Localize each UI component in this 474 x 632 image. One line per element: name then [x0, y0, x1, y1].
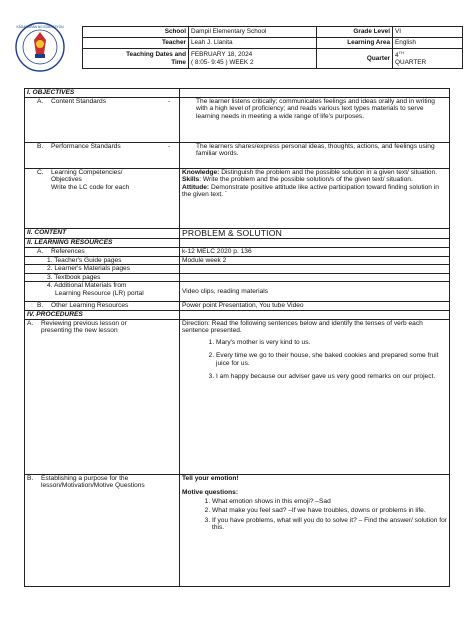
content-value: PROBLEM & SOLUTION: [180, 228, 450, 239]
quarter-value: 4TH QUARTER: [393, 49, 463, 69]
motive-questions-heading: Motive questions:: [182, 489, 239, 497]
learning-resources-heading: II. LEARNING RESOURCES: [25, 239, 180, 248]
references-label: A. References: [25, 248, 180, 257]
learners-materials-label: 2. Learner's Materials pages: [25, 265, 180, 274]
learning-competencies-label: C. Learning Competencies/ Objectives Write the LC code for each: [25, 168, 180, 228]
review-lesson-label: A. Reviewing previous lesson or presenting the new lesson: [25, 319, 180, 474]
teaching-dates-label: Teaching Dates and Time: [83, 49, 189, 69]
teaching-dates-value: FEBRUARY 18, 2024 ( 8:05- 9:45 ) WEEK 2: [189, 49, 317, 69]
additional-materials-value: Video clips, reading materials: [180, 282, 450, 302]
teacher-value: Leah J. Llanita: [189, 38, 317, 49]
list-item: 2. Every time we go to their house, she baked cookies and prepared some fruit juice for us.: [216, 352, 447, 367]
content-standards-text: - The learner listens critically; communicates feelings and ideas orally and in writing with a high level of proficiency; and reads various text types materials to serve learning needs in meeting a wide range of life's purposes.: [180, 97, 450, 142]
references-value: k-12 MELC 2020 p. 136: [180, 248, 450, 257]
motivation-label: B. Establishing a purpose for the lesson/Motivation/Motive Questions: [25, 474, 180, 586]
grade-level-label: Grade Level: [317, 27, 393, 38]
performance-standards-label: B. Performance Standards: [25, 142, 180, 168]
teachers-guide-label: 1. Teacher's Guide pages: [25, 256, 180, 265]
list-item: 3. If you have problems, what will you do to solve it? – Find the answer/ solution for this.: [212, 517, 447, 532]
lesson-plan-table: [24, 88, 450, 587]
textbook-pages-label: 3. Textbook pages: [25, 273, 180, 282]
list-item: 1. Mary's mother is very kind to us.: [216, 339, 447, 347]
svg-text:KAGAWARAN NG EDUKASYON: KAGAWARAN NG EDUKASYON: [16, 25, 64, 29]
textbook-pages-value: [180, 273, 450, 282]
review-direction: Direction: Read the following sentences below and identify the tenses of verb each sentence presented.: [182, 319, 423, 335]
header-table: [82, 26, 463, 69]
grade-level-value: VI: [393, 27, 463, 38]
learning-area-value: English: [393, 38, 463, 49]
performance-standards-text: - The learners shares/express personal ideas, thoughts, actions, and feelings using familiar words.: [180, 142, 450, 168]
review-lesson-content: [180, 319, 450, 474]
content-standards-label: A. Content Standards: [25, 97, 180, 142]
other-resources-label: B. Other Learning Resources: [25, 302, 180, 311]
procedures-heading: IV. PROCEDURES: [25, 310, 180, 319]
review-sentence-list: [182, 339, 447, 381]
learning-area-label: Learning Area: [317, 38, 393, 49]
learners-materials-value: [180, 265, 450, 274]
other-resources-value: Power point Presentation, You tube Video: [180, 302, 450, 311]
school-value: Dampil Elementary School: [189, 27, 317, 38]
list-item: 2. What make you feel sad? –If we have troubles, downs or problems in life.: [212, 507, 447, 515]
list-item: 3. I am happy because our adviser gave us very good remarks on our project.: [216, 373, 447, 381]
deped-seal-logo: [15, 22, 65, 72]
school-label: School: [83, 27, 189, 38]
teacher-label: Teacher: [83, 38, 189, 49]
content-heading: II. CONTENT: [25, 228, 180, 239]
motivation-heading: Tell your emotion!: [182, 474, 239, 482]
objectives-heading: I. OBJECTIVES: [25, 89, 180, 98]
quarter-label: Quarter: [317, 49, 393, 69]
teachers-guide-value: Module week 2: [180, 256, 450, 265]
list-item: 1. What emotion shows in this emoji? –Sad: [212, 498, 447, 506]
motivation-content: [180, 474, 450, 586]
learning-competencies-text: Knowledge: Distinguish the problem and the possible solution in a given text/ situation. Skills: Write the problem and the possible solution/s of the given text/ situation. Attitude: Demonstrate positive attitude like active participation toward finding solution in the given text. `: [180, 168, 450, 228]
additional-materials-label: 4. Additional Materials from Learning Resource (LR) portal: [25, 282, 180, 302]
motive-question-list: [182, 498, 447, 532]
